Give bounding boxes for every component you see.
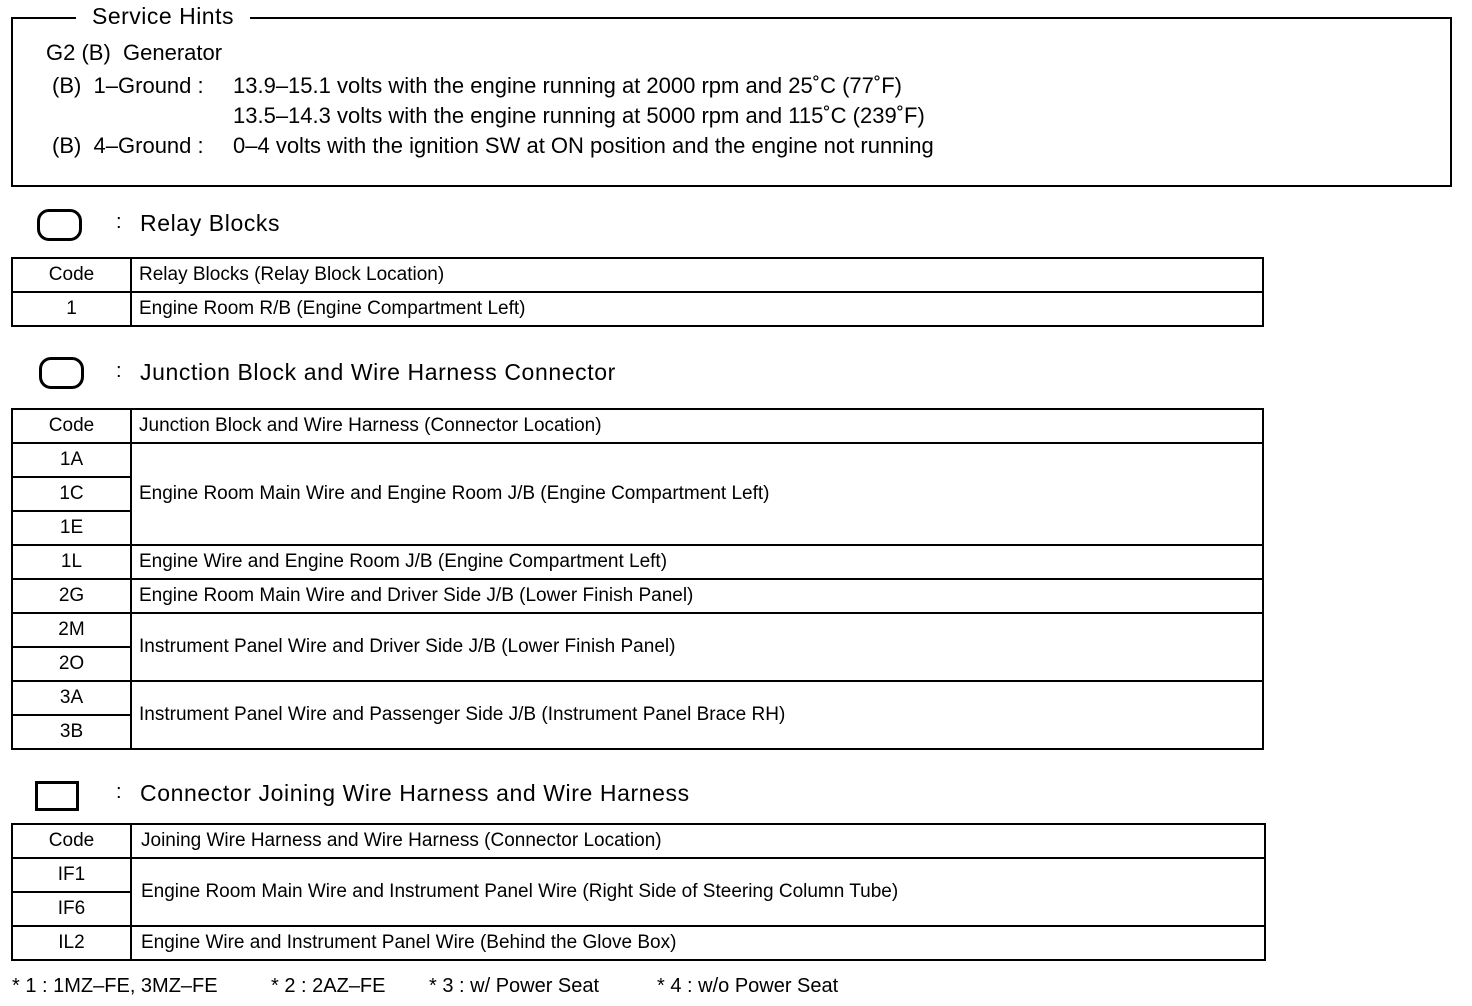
service-hints-title: Service Hints <box>76 3 250 29</box>
table-row <box>12 579 1263 613</box>
footnote-4: * 4 : w/o Power Seat <box>657 975 839 997</box>
hint-text-3: 0–4 volts with the ignition SW at ON position and the engine not running <box>233 133 934 158</box>
table-header-row <box>12 409 1263 443</box>
code-cell: 2M <box>12 613 131 647</box>
code-cell: 2O <box>12 647 131 681</box>
junction-blocks-title: Junction Block and Wire Harness Connector <box>140 359 616 385</box>
location-cell: Engine Room Main Wire and Instrument Panel Wire (Right Side of Steering Column Tube) <box>131 858 1265 926</box>
hint-terminal-1: (B) 1–Ground : <box>52 73 204 98</box>
service-hints-box <box>11 17 1452 187</box>
table-row <box>12 443 1263 477</box>
code-cell: 3A <box>12 681 131 715</box>
code-header: Code <box>12 824 131 858</box>
junction-blocks-table <box>11 408 1264 750</box>
location-cell: Instrument Panel Wire and Driver Side J/B (Lower Finish Panel) <box>131 613 1263 681</box>
code-cell: IF1 <box>12 858 131 892</box>
code-cell: IF6 <box>12 892 131 926</box>
footnote-2: * 2 : 2AZ–FE <box>271 975 386 997</box>
table-row <box>12 292 1263 326</box>
junction-blocks-colon: : <box>116 360 122 382</box>
location-header: Joining Wire Harness and Wire Harness (Connector Location) <box>131 824 1265 858</box>
junction-block-symbol-icon <box>39 357 84 389</box>
code-cell: IL2 <box>12 926 131 960</box>
location-cell: Engine Wire and Engine Room J/B (Engine Compartment Left) <box>131 545 1263 579</box>
location-header: Relay Blocks (Relay Block Location) <box>131 258 1263 292</box>
relay-block-symbol-icon <box>37 209 82 241</box>
location-cell: Engine Room Main Wire and Engine Room J/B (Engine Compartment Left) <box>131 443 1263 545</box>
code-cell: 1E <box>12 511 131 545</box>
hint-text-2: 13.5–14.3 volts with the engine running at 5000 rpm and 115˚C (239˚F) <box>233 103 925 128</box>
location-cell: Engine Room Main Wire and Driver Side J/B (Lower Finish Panel) <box>131 579 1263 613</box>
relay-blocks-table <box>11 257 1264 327</box>
footnote-3: * 3 : w/ Power Seat <box>429 975 600 997</box>
table-row <box>12 858 1265 892</box>
table-header-row <box>12 258 1263 292</box>
code-cell: 3B <box>12 715 131 749</box>
location-cell: Engine Room R/B (Engine Compartment Left) <box>131 292 1263 326</box>
code-header: Code <box>12 258 131 292</box>
hint-component: G2 (B) Generator <box>46 40 223 65</box>
location-cell: Instrument Panel Wire and Passenger Side J/B (Instrument Panel Brace RH) <box>131 681 1263 749</box>
location-header: Junction Block and Wire Harness (Connector Location) <box>131 409 1263 443</box>
relay-blocks-title: Relay Blocks <box>140 210 281 236</box>
joining-connectors-colon: : <box>116 781 122 803</box>
code-cell: 2G <box>12 579 131 613</box>
code-cell: 1 <box>12 292 131 326</box>
table-row <box>12 613 1263 647</box>
code-header: Code <box>12 409 131 443</box>
hint-text-1: 13.9–15.1 volts with the engine running at 2000 rpm and 25˚C (77˚F) <box>233 73 902 98</box>
table-header-row <box>12 824 1265 858</box>
joining-connectors-table <box>11 823 1266 961</box>
table-row <box>12 545 1263 579</box>
hint-terminal-3: (B) 4–Ground : <box>52 133 204 158</box>
code-cell: 1C <box>12 477 131 511</box>
joining-connectors-title: Connector Joining Wire Harness and Wire Harness <box>140 780 690 806</box>
table-row <box>12 926 1265 960</box>
code-cell: 1A <box>12 443 131 477</box>
location-cell: Engine Wire and Instrument Panel Wire (Behind the Glove Box) <box>131 926 1265 960</box>
relay-blocks-colon: : <box>116 211 122 233</box>
code-cell: 1L <box>12 545 131 579</box>
footnote-1: * 1 : 1MZ–FE, 3MZ–FE <box>12 975 218 997</box>
connector-symbol-icon <box>35 781 79 811</box>
table-row <box>12 681 1263 715</box>
